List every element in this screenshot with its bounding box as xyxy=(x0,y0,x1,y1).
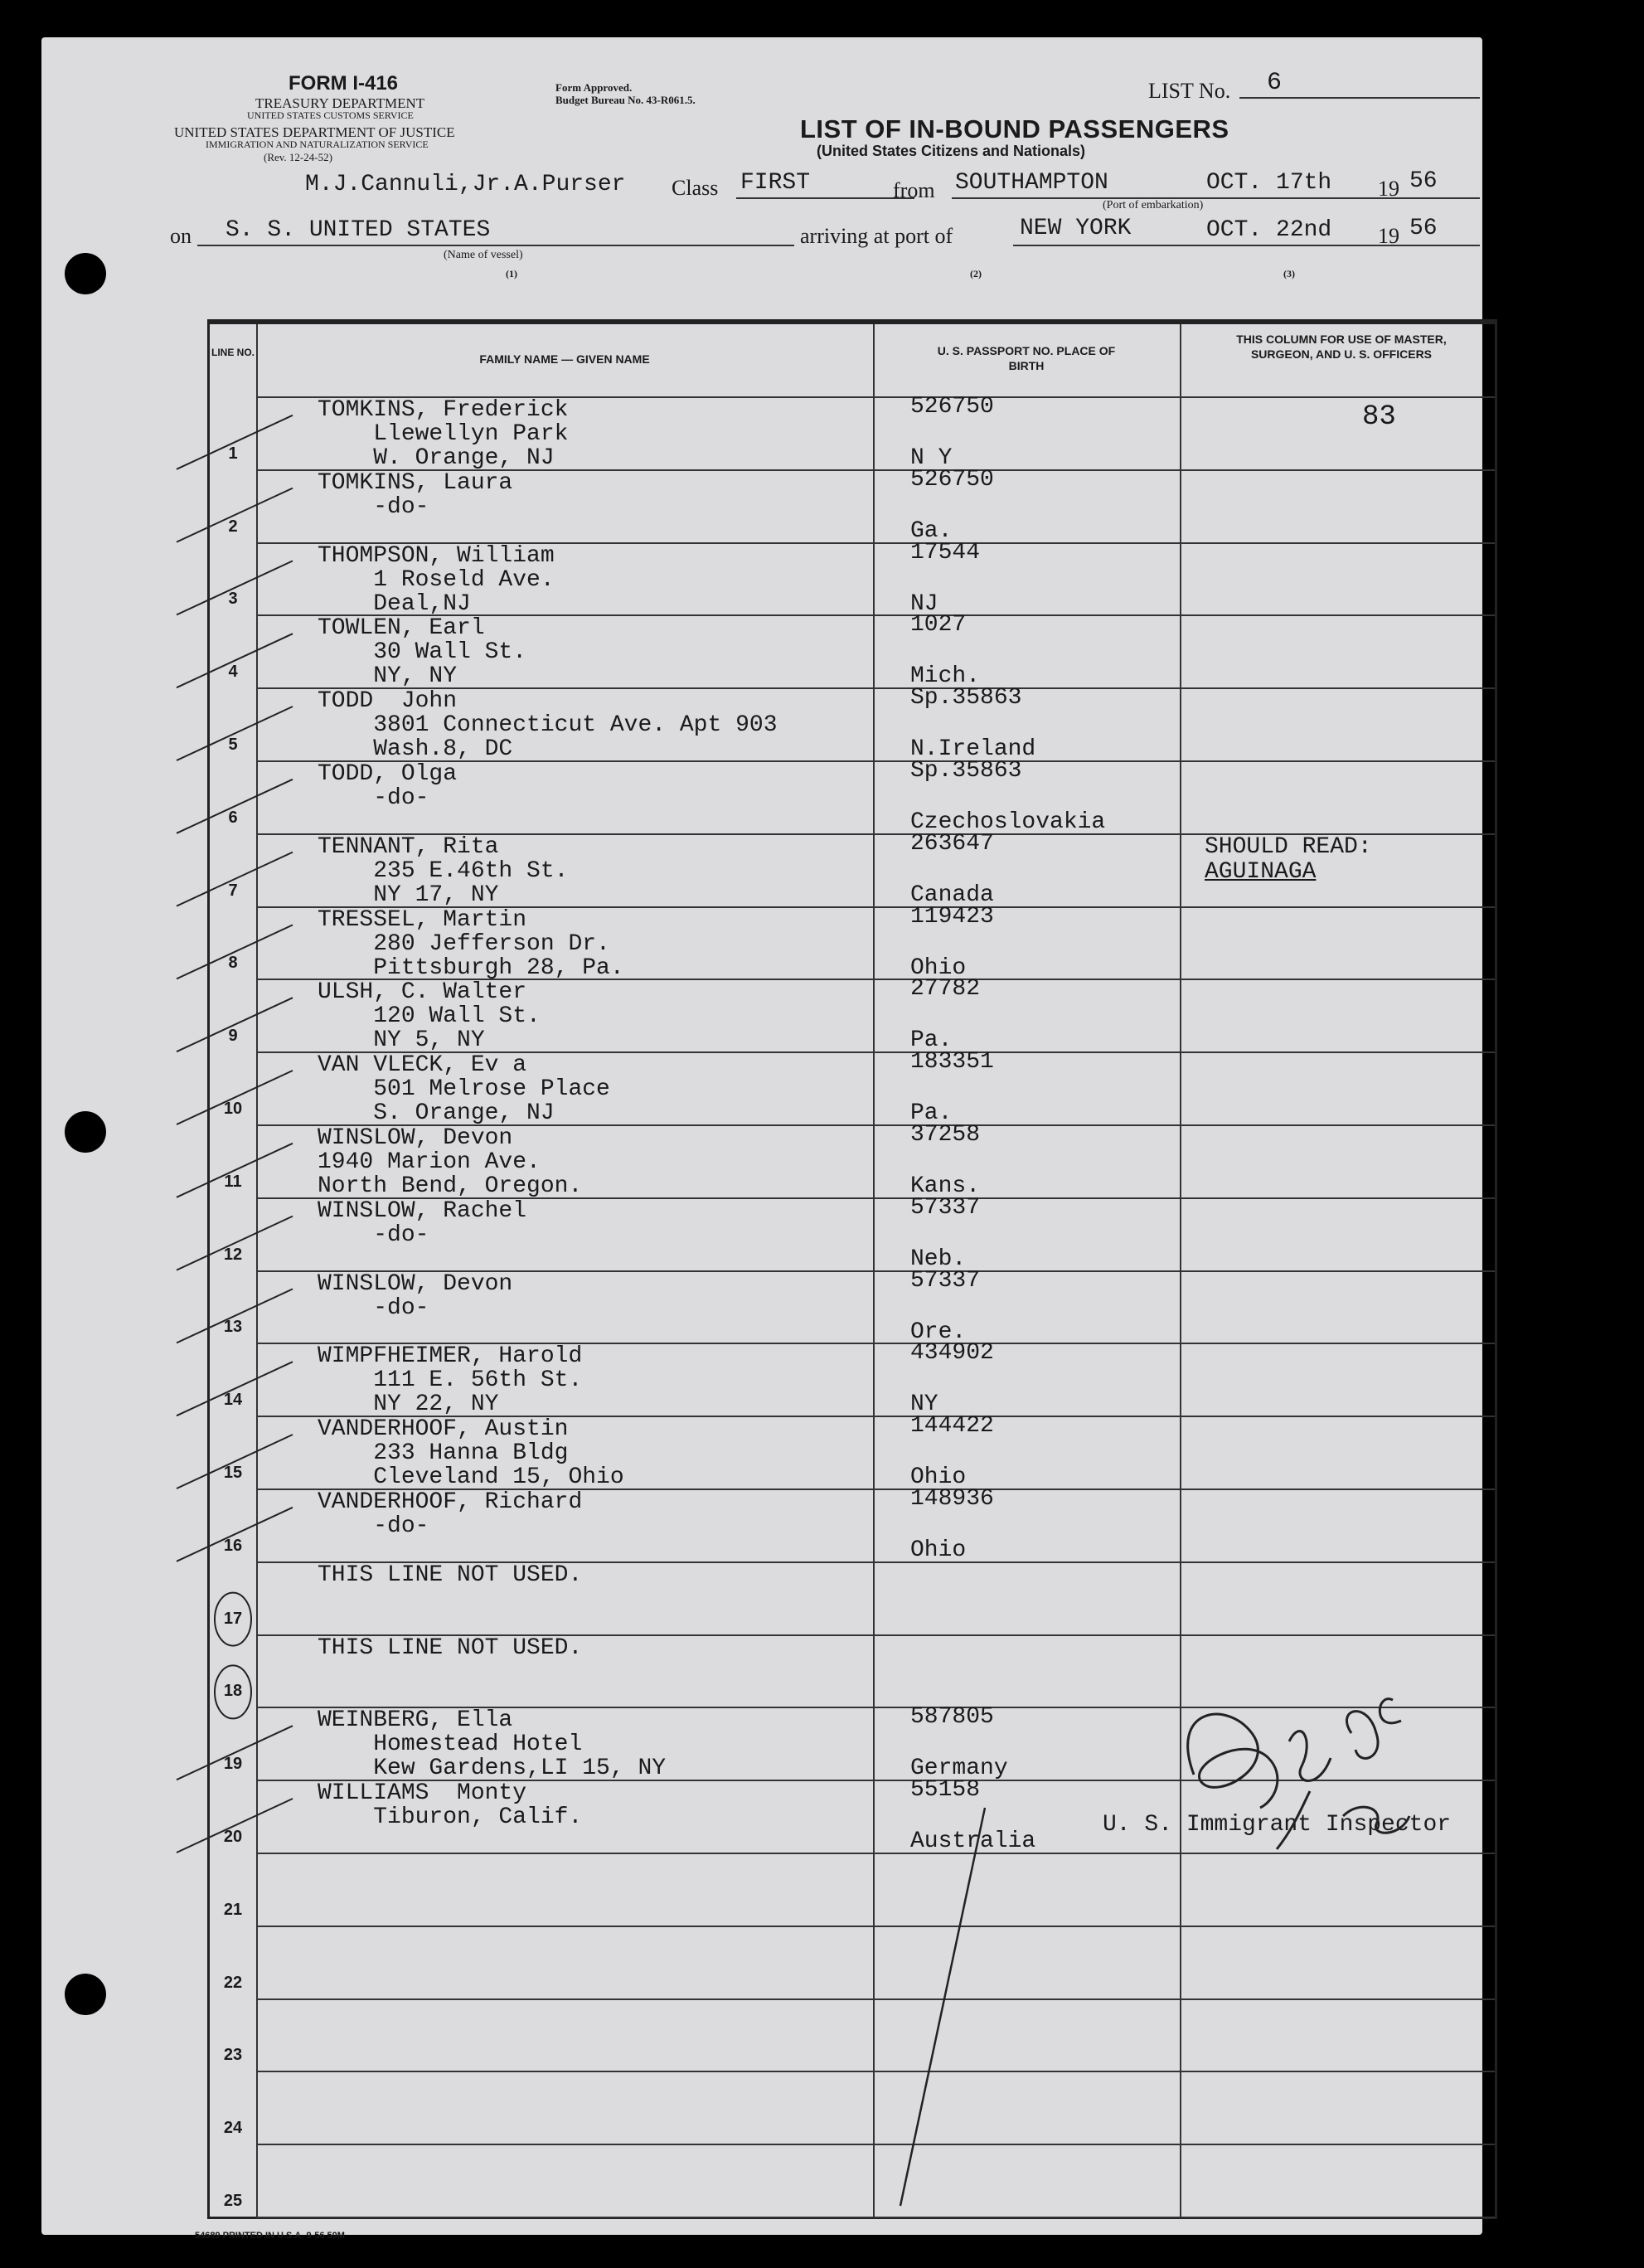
inspector-signature xyxy=(1136,1683,1484,1874)
place-of-birth: N.Ireland xyxy=(910,736,1036,763)
line-number: 21 xyxy=(223,1900,243,1919)
form-subtitle: (United States Citizens and Nationals) xyxy=(817,143,1086,159)
port-of-embarkation: SOUTHAMPTON xyxy=(955,170,1108,196)
passenger-address: W. Orange, NJ xyxy=(318,445,555,471)
line-number: 14 xyxy=(223,1391,243,1410)
passenger-address: Llewellyn Park xyxy=(318,421,569,447)
passenger-name: TODD John xyxy=(318,688,458,715)
place-of-birth: Neb. xyxy=(910,1246,967,1272)
passenger-address: 501 Melrose Place xyxy=(318,1076,610,1103)
line-number: 19 xyxy=(223,1755,243,1774)
passenger-address: 1940 Marion Ave. xyxy=(318,1149,541,1175)
officer-note: AGUINAGA xyxy=(1205,858,1317,885)
passenger-address: Deal,NJ xyxy=(318,590,471,617)
passenger-address: -do- xyxy=(318,1513,429,1539)
passenger-address: 1 Roseld Ave. xyxy=(318,566,555,593)
passenger-name: WINSLOW, Rachel xyxy=(318,1197,527,1224)
passenger-name: THIS LINE NOT USED. xyxy=(318,1634,583,1661)
line-number: 11 xyxy=(224,1172,242,1191)
row-divider xyxy=(256,1998,1495,2000)
passenger-name: TOMKINS, Laura xyxy=(318,469,513,496)
dept-justice: UNITED STATES DEPARTMENT OF JUSTICE xyxy=(174,124,455,140)
line-number: 4 xyxy=(228,663,238,682)
line-number: 3 xyxy=(228,590,238,609)
list-no-value: 6 xyxy=(1267,69,1283,97)
class-value: FIRST xyxy=(740,170,811,196)
passenger-address: 235 E.46th St. xyxy=(318,857,569,884)
place-of-birth: Ore. xyxy=(910,1319,967,1345)
passenger-address: -do- xyxy=(318,785,429,811)
passenger-name: TOMKINS, Frederick xyxy=(318,397,569,423)
passenger-address: Homestead Hotel xyxy=(318,1731,583,1758)
passport-number: 27782 xyxy=(910,976,981,1003)
list-no-label: LIST No. xyxy=(1148,79,1231,103)
form-approved: Form Approved. xyxy=(555,81,633,94)
line-number: 17 xyxy=(223,1609,243,1628)
row-divider xyxy=(256,2217,1495,2218)
line-number: 2 xyxy=(228,517,238,536)
place-of-birth: Australia xyxy=(910,1828,1036,1855)
place-of-birth: Ohio xyxy=(910,954,967,981)
port-embark-note: (Port of embarkation) xyxy=(1103,199,1204,211)
line-number: 1 xyxy=(228,444,238,463)
punch-hole xyxy=(65,1111,106,1153)
passport-number: Sp.35863 xyxy=(910,685,1022,711)
place-of-birth: NY xyxy=(910,1391,938,1418)
passenger-name: WINSLOW, Devon xyxy=(318,1270,513,1297)
passenger-name: ULSH, C. Walter xyxy=(318,979,527,1006)
arrival-year: 56 xyxy=(1409,216,1438,241)
header-line-no: LINE NO. xyxy=(211,347,255,358)
passport-number: 37258 xyxy=(910,1122,981,1148)
passenger-address: 111 E. 56th St. xyxy=(318,1367,583,1394)
passenger-address: -do- xyxy=(318,493,429,520)
officer-note: 83 xyxy=(1362,401,1396,433)
passenger-table xyxy=(207,319,1497,2219)
customs-service: UNITED STATES CUSTOMS SERVICE xyxy=(247,109,414,121)
passenger-address: 30 Wall St. xyxy=(318,639,527,666)
passenger-address: 280 Jefferson Dr. xyxy=(318,930,610,957)
from-label: from xyxy=(893,178,935,202)
passport-number: 183351 xyxy=(910,1049,994,1076)
passenger-address: NY 22, NY xyxy=(318,1391,499,1418)
passenger-name: TRESSEL, Martin xyxy=(318,906,527,933)
passport-number: 57337 xyxy=(910,1194,981,1221)
arrival-date: OCT. 22nd xyxy=(1206,217,1332,243)
passport-number: 263647 xyxy=(910,830,994,857)
punch-hole xyxy=(65,1974,106,2015)
inspector-stamp: U. S. Immigrant Inspector xyxy=(1103,1812,1452,1838)
passenger-name: WEINBERG, Ella xyxy=(318,1707,513,1734)
place-of-birth: Mich. xyxy=(910,663,981,690)
passport-number: 587805 xyxy=(910,1704,994,1731)
passport-number: 119423 xyxy=(910,903,994,930)
row-divider xyxy=(256,1926,1495,1927)
class-label: Class xyxy=(672,176,719,200)
passenger-address: NY 17, NY xyxy=(318,881,499,908)
passport-number: 434902 xyxy=(910,1340,994,1367)
passenger-name: WINSLOW, Devon xyxy=(318,1125,513,1151)
ins-service: IMMIGRATION AND NATURALIZATION SERVICE xyxy=(206,138,429,150)
passenger-address: NY, NY xyxy=(318,663,458,690)
passenger-name: TODD, Olga xyxy=(318,761,458,787)
passenger-address: Cleveland 15, Ohio xyxy=(318,1464,624,1491)
arriving-label: arriving at port of xyxy=(800,224,953,248)
passport-number: 55158 xyxy=(910,1777,981,1804)
place-of-birth: Canada xyxy=(910,881,994,908)
check-marks xyxy=(160,322,376,2217)
line-number: 13 xyxy=(223,1318,243,1337)
line-number: 25 xyxy=(223,2192,243,2210)
passenger-name: TENNANT, Rita xyxy=(318,833,499,860)
line-number: 18 xyxy=(223,1682,243,1701)
row-divider xyxy=(256,2071,1495,2072)
passport-number: 57337 xyxy=(910,1267,981,1294)
place-of-birth: Czechoslovakia xyxy=(910,809,1106,835)
line-number: 12 xyxy=(223,1245,243,1264)
officer-note: SHOULD READ: xyxy=(1205,833,1372,860)
line-number: 6 xyxy=(228,808,238,827)
dept-treasury: TREASURY DEPARTMENT xyxy=(255,95,425,111)
place-of-birth: NJ xyxy=(910,590,938,617)
passport-number: Sp.35863 xyxy=(910,758,1022,784)
column-number-1: (1) xyxy=(506,268,517,279)
place-of-birth: Pa. xyxy=(910,1027,953,1054)
header-officers: THIS COLUMN FOR USE OF MASTER, SURGEON, AND U. S. OFFICERS xyxy=(1236,333,1447,361)
passenger-address: North Bend, Oregon. xyxy=(318,1173,583,1199)
place-of-birth: Germany xyxy=(910,1756,1008,1782)
year-prefix: 19 xyxy=(1378,224,1399,248)
document-page xyxy=(41,37,1482,2241)
place-of-birth: N Y xyxy=(910,445,953,471)
on-label: on xyxy=(170,224,192,248)
year-prefix: 19 xyxy=(1378,177,1399,201)
header-passport: U. S. PASSPORT NO. PLACE OF BIRTH xyxy=(937,344,1116,372)
place-of-birth: Kans. xyxy=(910,1173,981,1199)
place-of-birth: Ohio xyxy=(910,1537,967,1563)
row-divider xyxy=(256,2144,1495,2145)
passenger-name: VANDERHOOF, Richard xyxy=(318,1489,583,1515)
budget-bureau: Budget Bureau No. 43-R061.5. xyxy=(555,94,696,106)
passenger-name: VANDERHOOF, Austin xyxy=(318,1416,569,1443)
line-number: 24 xyxy=(223,2119,243,2138)
passenger-name: THOMPSON, William xyxy=(318,542,555,569)
form-number: FORM I-416 xyxy=(289,72,399,95)
passport-number: 526750 xyxy=(910,466,994,493)
passenger-address: 3801 Connecticut Ave. Apt 903 xyxy=(318,712,778,739)
passenger-address: NY 5, NY xyxy=(318,1027,485,1054)
line-number: 8 xyxy=(228,954,238,973)
column-number-2: (2) xyxy=(970,268,982,279)
line-number: 22 xyxy=(223,1973,243,1992)
place-of-birth: Ga. xyxy=(910,517,953,544)
line-number: 23 xyxy=(223,2046,243,2065)
passport-number: 526750 xyxy=(910,394,994,420)
embark-date: OCT. 17th xyxy=(1206,170,1332,196)
line-number: 10 xyxy=(223,1100,243,1118)
passport-number: 17544 xyxy=(910,539,981,566)
header-name: FAMILY NAME — GIVEN NAME xyxy=(479,352,650,366)
punch-hole xyxy=(65,253,106,294)
passenger-address: 233 Hanna Bldg xyxy=(318,1440,569,1467)
place-of-birth: Ohio xyxy=(910,1464,967,1491)
place-of-birth: Pa. xyxy=(910,1100,953,1127)
form-title: LIST OF IN-BOUND PASSENGERS xyxy=(800,114,1229,143)
line-number: 15 xyxy=(223,1464,243,1482)
line-number: 9 xyxy=(228,1027,238,1046)
passenger-address: -do- xyxy=(318,1221,429,1248)
passenger-address: Pittsburgh 28, Pa. xyxy=(318,954,624,981)
printer-footer: 54689 PRINTED IN U.S.A. 9-56 50M xyxy=(195,2231,345,2241)
passenger-address: Tiburon, Calif. xyxy=(318,1804,583,1831)
line-number: 20 xyxy=(223,1828,243,1846)
vessel-name: S. S. UNITED STATES xyxy=(226,217,491,243)
line-number: 16 xyxy=(223,1536,243,1555)
passport-number: 148936 xyxy=(910,1486,994,1512)
passenger-name: WILLIAMS Monty xyxy=(318,1780,527,1807)
line-number: 7 xyxy=(228,881,238,900)
port-of-arrival: NEW YORK xyxy=(1020,216,1132,241)
passenger-name: WIMPFHEIMER, Harold xyxy=(318,1343,583,1370)
passenger-address: 120 Wall St. xyxy=(318,1003,541,1030)
line-number: 5 xyxy=(228,736,238,754)
vessel-note: (Name of vessel) xyxy=(444,249,523,261)
passenger-name: VAN VLECK, Ev a xyxy=(318,1052,527,1079)
passenger-name: TOWLEN, Earl xyxy=(318,615,485,642)
passport-number: 144422 xyxy=(910,1413,994,1440)
embark-year: 56 xyxy=(1409,168,1438,194)
revision: (Rev. 12-24-52) xyxy=(264,151,332,163)
passenger-address: Kew Gardens,LI 15, NY xyxy=(318,1756,667,1782)
column-number-3: (3) xyxy=(1283,268,1295,279)
passenger-address: S. Orange, NJ xyxy=(318,1100,555,1127)
passport-number: 1027 xyxy=(910,612,967,639)
purser-name: M.J.Cannuli,Jr.A.Purser xyxy=(305,172,626,197)
passenger-name: THIS LINE NOT USED. xyxy=(318,1561,583,1588)
passenger-address: Wash.8, DC xyxy=(318,736,513,763)
passenger-address: -do- xyxy=(318,1294,429,1321)
strike-line xyxy=(895,1804,995,2210)
